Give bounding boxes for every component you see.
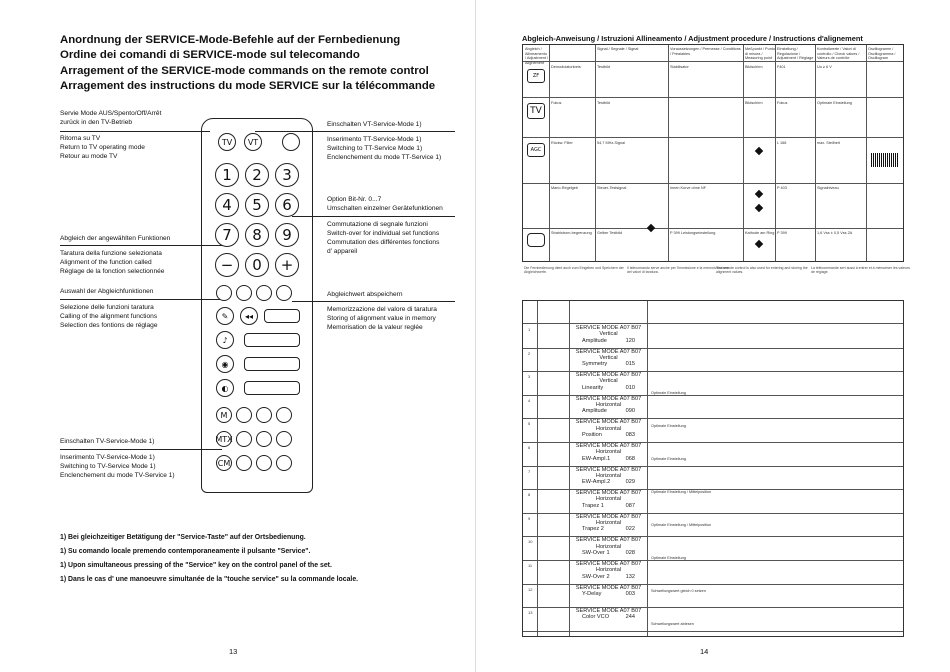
row-adj: Fokus bbox=[777, 101, 788, 105]
digit-2-key[interactable]: 2 bbox=[245, 163, 269, 187]
leader-line bbox=[60, 131, 210, 132]
title-it: Ordine dei comandi di SERVICE-mode sul telecomando bbox=[60, 49, 360, 62]
title-fr: Arragement des instructions du mode SERVICE sur la télécommande bbox=[60, 80, 436, 93]
service-mode-readout bbox=[572, 514, 645, 533]
row-index: 13 bbox=[528, 610, 533, 616]
color-rocker[interactable] bbox=[244, 381, 300, 395]
label-option-bit: Option Bit-Nr. 0...7 Umschalten einzelner Gerätefunktionen bbox=[327, 196, 443, 212]
mtx-key[interactable]: MTX bbox=[216, 431, 232, 447]
contrast-rocker[interactable] bbox=[244, 357, 300, 371]
key-sq2[interactable] bbox=[256, 407, 272, 423]
service-mode-line: SERVICE MODE A07 B07 bbox=[575, 537, 642, 544]
row-point: Bildschirm bbox=[745, 101, 763, 105]
service-mode-line: SERVICE MODE A07 B07 bbox=[575, 490, 642, 497]
digit-5-key[interactable]: 5 bbox=[245, 193, 269, 217]
remote-control bbox=[201, 118, 313, 493]
service-mode-line: SERVICE MODE A07 B07 bbox=[575, 443, 642, 449]
row-name: Fokus bbox=[551, 101, 562, 105]
service-mode-axis: Horizontal bbox=[595, 449, 622, 456]
service-mode-readout bbox=[572, 585, 645, 598]
minus-key[interactable]: − bbox=[215, 253, 239, 277]
service-mode-readout bbox=[572, 396, 645, 415]
service-mode-axis: Horizontal bbox=[595, 496, 622, 503]
param-name: Linearity bbox=[582, 384, 604, 391]
param-name: Trapez 1 bbox=[582, 502, 604, 509]
service-note: Optimale Einstellung bbox=[651, 556, 686, 561]
service-mode-readout bbox=[572, 467, 645, 486]
leader-line bbox=[292, 216, 455, 217]
row-index: 9 bbox=[528, 515, 531, 521]
digit-9-key[interactable]: 9 bbox=[275, 223, 299, 247]
service-mode-line: SERVICE MODE A07 B07 bbox=[575, 561, 642, 567]
row-index: 12 bbox=[528, 586, 533, 592]
row-adj: L 168 bbox=[777, 141, 787, 145]
instruction-de: Die Fernbedienung dient auch zum Eingeben und Speichern der Abgleichwerte. bbox=[524, 266, 624, 275]
label-abgleich: Abgleich der angewählten Funktionen bbox=[60, 235, 171, 242]
service-mode-line: SERVICE MODE A07 B07 bbox=[575, 466, 642, 473]
param-name: Position bbox=[582, 431, 602, 438]
row-signal: Steuer-Testsignal bbox=[597, 186, 627, 190]
adjustment-table bbox=[522, 44, 904, 262]
leader-line bbox=[60, 299, 220, 300]
service-mode-value bbox=[572, 408, 645, 414]
service-mode-axis: Vertical bbox=[599, 331, 618, 338]
param-value: 090 bbox=[625, 408, 635, 415]
digit-8-key[interactable]: 8 bbox=[245, 223, 269, 247]
color-key[interactable]: ◐ bbox=[216, 379, 234, 397]
service-note: Optimale Einstellung bbox=[651, 457, 686, 462]
label-inserimento-tv: Inserimento TV-Service-Mode 1) Switching to TV-Service Mode 1) Enclenchement du mode TV-Service 1) bbox=[60, 454, 175, 479]
row-index: 5 bbox=[528, 421, 531, 427]
page-14 bbox=[475, 0, 950, 672]
service-note: Optimale Einstellung bbox=[651, 391, 686, 396]
key-sq1[interactable] bbox=[236, 407, 252, 423]
digit-0-key[interactable]: 0 bbox=[245, 253, 269, 277]
row-cond: P 399 Leistungseinstellung bbox=[670, 231, 716, 235]
service-mode-value bbox=[572, 503, 645, 509]
tv-key[interactable]: TV bbox=[218, 133, 236, 151]
service-mode-readout bbox=[572, 325, 645, 344]
service-mode-axis: Vertical bbox=[599, 354, 618, 361]
service-mode-axis: Horizontal bbox=[595, 402, 622, 409]
label-standby: Servie Mode AUS/Spento/Off/Arrêt zurück in den TV-Betrieb bbox=[60, 110, 162, 126]
param-value: 068 bbox=[625, 455, 635, 462]
service-mode-readout bbox=[572, 443, 645, 462]
label-memorizzazione: Memorizzazione del valore di taratura Storing of alignment value in memory Memorisation de la valeur reglée bbox=[327, 306, 437, 331]
param-name: Amplitude bbox=[582, 337, 607, 344]
service-mode-value bbox=[572, 385, 645, 391]
row-signal: Testbild bbox=[597, 65, 610, 69]
param-value: 120 bbox=[625, 337, 635, 344]
sound-key[interactable]: ◂◂ bbox=[240, 307, 258, 325]
row-signal: Testbild bbox=[597, 101, 610, 105]
leader-line bbox=[292, 301, 455, 302]
param-name: SW-Over 1 bbox=[582, 549, 610, 556]
row-index: 8 bbox=[528, 492, 531, 498]
title-de: Anordnung der SERVICE-Mode-Befehle auf der Fernbedienung bbox=[60, 34, 401, 46]
label-einschalten-tv: Einschalten TV-Service-Mode 1) bbox=[60, 438, 155, 445]
row-check: max. Steilheit bbox=[817, 141, 840, 145]
service-mode-readout bbox=[572, 349, 645, 368]
service-mode-readout bbox=[572, 537, 645, 556]
param-name: Amplitude bbox=[582, 408, 607, 415]
volume-rocker[interactable] bbox=[264, 309, 300, 323]
digit-4-key[interactable]: 4 bbox=[215, 193, 239, 217]
digit-3-key[interactable]: 3 bbox=[275, 163, 299, 187]
label-auswahl: Auswahl der Abgleichfunktionen bbox=[60, 288, 154, 295]
row-signal: 54,7 MHz-Signal bbox=[597, 141, 626, 145]
diamond-marker bbox=[755, 204, 763, 212]
title-en: Arragement of the SERVICE-mode commands on the remote control bbox=[60, 64, 429, 77]
service-mode-value bbox=[572, 456, 645, 462]
diamond-marker bbox=[755, 190, 763, 198]
service-mode-value bbox=[572, 614, 645, 620]
mute-key[interactable]: ♪ bbox=[216, 331, 234, 349]
param-name: Color VCO bbox=[582, 614, 610, 621]
service-note: Optimale Einstellung bbox=[651, 424, 686, 429]
service-mode-axis: Horizontal bbox=[595, 567, 622, 574]
service-mode-table bbox=[522, 300, 904, 637]
key-sq4[interactable] bbox=[236, 431, 252, 447]
service-mode-axis: Vertical bbox=[599, 378, 618, 385]
label-selezione: Selezione delle funzioni taratura Calling of the alignment functions Selection des fontions de réglage bbox=[60, 304, 158, 329]
service-mode-readout bbox=[572, 608, 645, 621]
instruction-it: Il telecomando serve anche per l'immissione e la memorizzazione dei valori di taratura. bbox=[627, 266, 729, 275]
row-name: Strahlstrom-begrenzung bbox=[551, 231, 592, 235]
key-sq9[interactable] bbox=[276, 455, 292, 471]
page-title-block bbox=[60, 33, 460, 95]
key-sq6[interactable] bbox=[276, 431, 292, 447]
param-value: 029 bbox=[625, 479, 635, 486]
service-mode-line: SERVICE MODE A07 B07 bbox=[575, 325, 642, 331]
header-adjust: Einstellung / Regolazione / Adjustment / Réglage bbox=[777, 47, 814, 61]
m-key[interactable]: M bbox=[216, 407, 232, 423]
row-icon-zf: ZF bbox=[527, 69, 545, 83]
yellow-key[interactable] bbox=[256, 285, 272, 301]
service-mode-readout bbox=[572, 419, 645, 438]
green-key[interactable] bbox=[236, 285, 252, 301]
label-taratura: Taratura della funzione selezionata Alignment of the function called Réglage de la fonction selectionnée bbox=[60, 250, 165, 275]
blue-key[interactable] bbox=[276, 285, 292, 301]
param-name: SW-Over 2 bbox=[582, 573, 610, 580]
param-value: 010 bbox=[625, 384, 635, 391]
param-value: 132 bbox=[625, 573, 635, 580]
service-mode-value bbox=[572, 432, 645, 438]
row-index: 11 bbox=[528, 563, 533, 568]
service-mode-axis: Horizontal bbox=[595, 543, 622, 550]
oscillogram-burst bbox=[871, 153, 899, 167]
footnotes: 1) Bei gleichzeitiger Betätigung der "Service-Taste" auf der Ortsbedienung. 1) Su comando locale premendo contemporaneamente il pulsante "Service". 1) Upon simultaneous pressing of the "Service" key on the control panel of the set. 1) Dans le cas d' une manoeuvre simultanée de la "touche service" su la commande locale. bbox=[60, 534, 359, 583]
service-mode-value bbox=[572, 574, 645, 580]
service-mode-readout bbox=[572, 561, 645, 580]
service-mode-line: SERVICE MODE A07 B07 bbox=[575, 372, 642, 379]
header-signal: Signal / Segnale / Signal bbox=[597, 47, 639, 51]
service-mode-line: SERVICE MODE A07 B07 bbox=[575, 348, 642, 355]
page-number: 13 bbox=[229, 647, 238, 656]
row-icon-agc: AGC bbox=[527, 143, 545, 157]
label-abspeichern: Abgleichwert abspeichern bbox=[327, 291, 403, 298]
row-check: Optimale Einstellung bbox=[817, 101, 852, 105]
param-name: EW-Ampl.2 bbox=[582, 479, 611, 486]
key-sq7[interactable] bbox=[236, 455, 252, 471]
vt-key[interactable]: VT bbox=[244, 133, 262, 151]
param-value: 083 bbox=[625, 431, 635, 438]
service-mode-line: SERVICE MODE A07 B07 bbox=[575, 395, 642, 402]
row-divider bbox=[523, 631, 903, 632]
service-mode-value bbox=[572, 479, 645, 485]
service-mode-line: SERVICE MODE A07 B07 bbox=[575, 419, 642, 426]
row-point: Bildschirm bbox=[745, 65, 763, 69]
label-commutazione: Commutazione di segnale funzioni Switch-over for individual set functions Commutation des différentes fonctions d' appareil bbox=[327, 221, 440, 255]
param-name: EW-Ampl.1 bbox=[582, 455, 611, 462]
row-point: Kathode am Ring bbox=[745, 231, 775, 235]
plus-key[interactable]: + bbox=[275, 253, 299, 277]
row-index: 10 bbox=[528, 539, 533, 545]
header-oscillogram: Oszillogramm / Oscillogramma / Oscillogram bbox=[868, 47, 896, 61]
label-vt-service: Einschalten VT-Service-Mode 1) bbox=[327, 121, 422, 128]
key-sq3[interactable] bbox=[276, 407, 292, 423]
service-mode-axis: Horizontal bbox=[595, 472, 622, 479]
brightness-rocker[interactable] bbox=[244, 333, 300, 347]
row-index: 7 bbox=[528, 468, 531, 474]
service-mode-readout bbox=[572, 372, 645, 391]
service-mode-axis: Horizontal bbox=[595, 425, 622, 432]
row-check: Uo ≥ 6 V bbox=[817, 65, 832, 69]
param-name: Symmetry bbox=[582, 361, 608, 368]
row-adj: P 403 bbox=[777, 186, 787, 190]
label-tt-service: Inserimento TT-Service-Mode 1) Switching to TT-Service Mode 1) Enclenchement du mode TT-Service 1) bbox=[327, 136, 442, 161]
service-mode-axis: Horizontal bbox=[595, 520, 622, 527]
param-value: 015 bbox=[625, 361, 635, 368]
header-abgleich: Abgleich / Allineamento / Adjustment / Alignement bbox=[525, 47, 549, 65]
service-mode-value bbox=[572, 361, 645, 367]
instruction-fr: La télécommande sert aussi à entrer et à mémoriser les valeurs de réglage. bbox=[811, 266, 910, 275]
row-name: Demodulatorkreis bbox=[551, 65, 581, 69]
row-index: 6 bbox=[528, 445, 531, 450]
param-value: 087 bbox=[625, 502, 635, 509]
row-index: 1 bbox=[528, 327, 531, 332]
page-number: 14 bbox=[700, 647, 709, 656]
row-icon-beam bbox=[527, 233, 545, 247]
store-key[interactable]: ✎ bbox=[216, 307, 234, 325]
cm-key[interactable]: CM bbox=[216, 455, 232, 471]
service-mode-value bbox=[572, 338, 645, 344]
param-value: 028 bbox=[625, 549, 635, 556]
row-check: Signalniveau bbox=[817, 186, 839, 190]
row-name: Mario-Regelgeb bbox=[551, 186, 579, 190]
row-signal: Gelber Testbild bbox=[597, 231, 623, 235]
service-note: Optimale Einstellung / Mittelposition bbox=[651, 490, 712, 495]
row-icon-tv: TV bbox=[527, 103, 545, 119]
red-key[interactable] bbox=[216, 285, 232, 301]
diamond-marker bbox=[755, 147, 763, 155]
header-measure: Meßpunkt / Punto di misura / Measuring point bbox=[745, 47, 775, 61]
service-mode-line: SERVICE MODE A07 B07 bbox=[575, 513, 642, 520]
service-note: Optimale Einstellung / Mittelposition bbox=[651, 523, 712, 528]
row-check: 1,6 Vss ± 0,5 Vss 2A bbox=[817, 231, 853, 235]
label-return-tv: Ritorna su TV Return to TV operating mode Retour au mode TV bbox=[60, 135, 145, 160]
param-value: 003 bbox=[625, 590, 635, 597]
digit-6-key[interactable]: 6 bbox=[275, 193, 299, 217]
service-note: Schwellungswert gleich 0 setzen bbox=[651, 589, 706, 594]
service-mode-value bbox=[572, 526, 645, 532]
leader-line bbox=[60, 449, 222, 450]
param-value: 244 bbox=[625, 614, 635, 621]
picture-key[interactable]: ◉ bbox=[216, 355, 234, 373]
service-mode-value bbox=[572, 550, 645, 556]
service-mode-value bbox=[572, 591, 645, 597]
service-note: Schwellungswert ablesen bbox=[651, 622, 694, 627]
service-mode-line: SERVICE MODE A07 B07 bbox=[575, 608, 642, 615]
standby-key[interactable] bbox=[282, 133, 300, 151]
row-cond: Innen Kurve ohne NF bbox=[670, 186, 707, 190]
instruction-en: The remote control is also used for entering and storing the alignment values. bbox=[716, 266, 808, 275]
key-sq5[interactable] bbox=[256, 431, 272, 447]
page-title: Abgleich-Anweisung / Istruzioni Allineamento / Adjustment procedure / Instructions d'alignement bbox=[522, 34, 863, 43]
diamond-marker bbox=[755, 240, 763, 248]
header-conditions: Voraussetzungen / Premesse / Conditions / Préalables bbox=[670, 47, 741, 56]
row-name: Rückw. Filter bbox=[551, 141, 573, 145]
row-index: 2 bbox=[528, 350, 531, 356]
row-cond: Stabilisator bbox=[670, 65, 689, 69]
param-name: Trapez 2 bbox=[582, 526, 604, 533]
row-index: 4 bbox=[528, 397, 531, 403]
header-check: Kontrollwerte / Valori di controllo / Check values / Valeurs de contrôle bbox=[817, 47, 860, 61]
param-value: 022 bbox=[625, 526, 635, 533]
row-adj: P 399 bbox=[777, 231, 787, 235]
key-sq8[interactable] bbox=[256, 455, 272, 471]
service-mode-readout bbox=[572, 490, 645, 509]
row-index: 3 bbox=[528, 374, 531, 380]
row-adj: F401 bbox=[777, 65, 786, 69]
service-mode-line: SERVICE MODE A07 B07 bbox=[575, 584, 642, 591]
param-name: Y-Delay bbox=[582, 590, 602, 597]
digit-1-key[interactable]: 1 bbox=[215, 163, 239, 187]
digit-7-key[interactable]: 7 bbox=[215, 223, 239, 247]
